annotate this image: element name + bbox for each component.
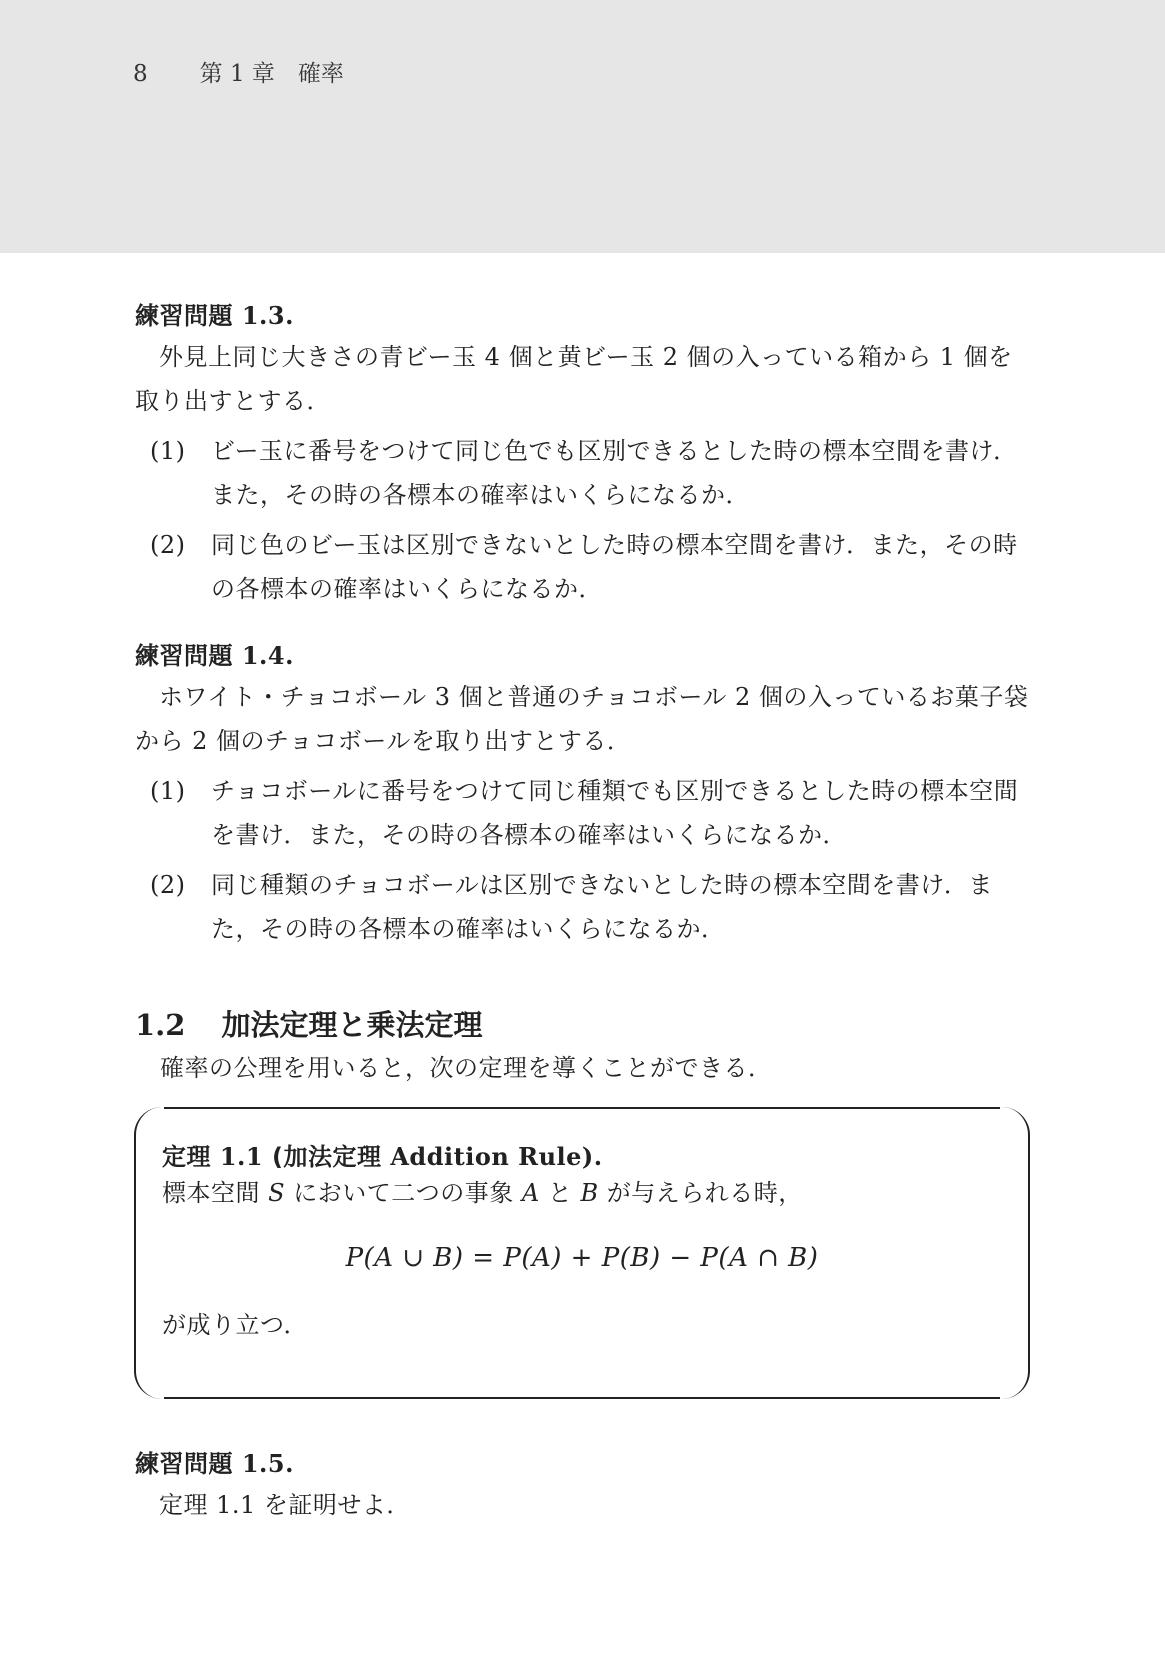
theorem-box [134, 1107, 1030, 1399]
item-text: チョコボールに番号をつけて同じ種類でも区別できるとした時の標本空間を書け．また，その時の各標本の確率はいくらになるか． [211, 777, 1019, 849]
exercise-label: 練習問題 [135, 642, 233, 670]
item-text: 同じ種類のチョコボールは区別できないとした時の標本空間を書け．また，その時の各標本の確率はいくらになるか． [211, 871, 993, 943]
page-number: 8 [133, 61, 148, 87]
chapter-title: 第 1 章 確率 [199, 61, 344, 87]
math-var-a: A [521, 1179, 540, 1207]
item-marker: (1) [150, 437, 186, 465]
formula-text: P(A ∪ B) = P(A) + P(B) − P(A ∩ B) [345, 1243, 819, 1273]
theorem-name: (加法定理 [271, 1143, 382, 1171]
theorem-number: 1.1 [219, 1142, 264, 1171]
item-marker: (1) [150, 777, 186, 805]
exercise-label: 練習問題 [135, 302, 233, 330]
header-band [0, 0, 1165, 253]
exercise-title [135, 1448, 1030, 1480]
theorem-conclusion: が成り立つ． [162, 1311, 309, 1339]
exercise-text: 定理 1.1 を証明せよ． [159, 1491, 411, 1519]
exercise-number: 1.3. [241, 301, 294, 330]
section-intro: 確率の公理を用いると，次の定理を導くことができる． [160, 1054, 773, 1082]
statement-text: 標本空間 [162, 1179, 269, 1207]
statement-text: が与えられる時， [598, 1179, 803, 1207]
addition-rule-formula [162, 1243, 1002, 1273]
item-marker: (2) [150, 871, 186, 899]
section-heading [135, 1003, 482, 1044]
exercise-1-3 [135, 300, 1030, 611]
exercise-intro: ホワイト・チョコボール 3 個と普通のチョコボール 2 個の入っているお菓子袋から 2 個のチョコボールを取り出すとする． [135, 683, 1029, 755]
exercise-item [135, 429, 1030, 517]
math-var-s: S [268, 1179, 286, 1207]
statement-text: と [539, 1179, 581, 1207]
exercise-title [135, 300, 1030, 332]
exercise-item [135, 863, 1030, 951]
exercise-1-5 [135, 1448, 1030, 1527]
theorem-label: 定理 [162, 1143, 211, 1171]
section-title: 加法定理と乗法定理 [221, 1008, 483, 1042]
exercise-item [135, 769, 1030, 857]
item-text: ビー玉に番号をつけて同じ色でも区別できるとした時の標本空間を書け．また，その時の各標本の確率はいくらになるか． [211, 437, 1018, 509]
theorem-title [162, 1141, 1002, 1173]
exercise-1-4 [135, 640, 1030, 951]
theorem-name-en: Addition Rule). [390, 1142, 603, 1171]
exercise-title [135, 640, 1030, 672]
theorem-content [162, 1141, 1002, 1345]
exercise-number: 1.4. [241, 641, 294, 670]
exercise-number: 1.5. [241, 1449, 294, 1478]
exercise-intro: 外見上同じ大きさの青ビー玉 4 個と黄ビー玉 2 個の入っている箱から 1 個を取り出すとする． [135, 343, 1013, 415]
item-marker: (2) [150, 531, 186, 559]
exercise-item [135, 523, 1030, 611]
running-head [133, 55, 344, 88]
item-text: 同じ色のビー玉は区別できないとした時の標本空間を書け．また，その時の各標本の確率はいくらになるか． [211, 531, 1018, 603]
exercise-label: 練習問題 [135, 1450, 233, 1478]
theorem-statement [162, 1173, 1002, 1213]
section-number: 1.2 [135, 1008, 186, 1042]
math-var-b: B [580, 1179, 599, 1207]
statement-text: において二つの事象 [285, 1179, 522, 1207]
